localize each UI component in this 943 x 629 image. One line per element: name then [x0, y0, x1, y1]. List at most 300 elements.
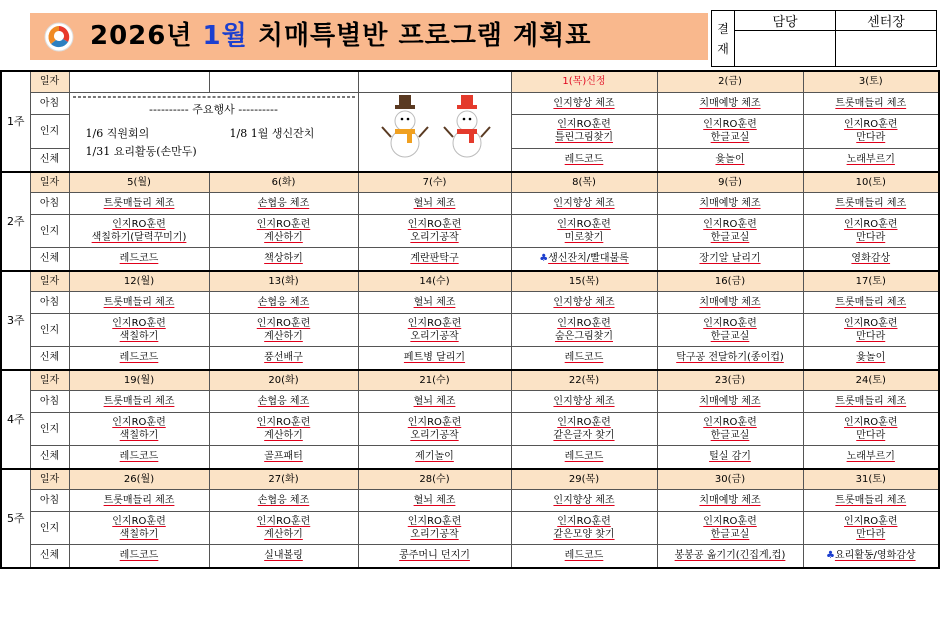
snowmen-illustration [358, 92, 511, 172]
date-cell [358, 71, 511, 92]
physical-cell-text: 장기알 날리기 [699, 253, 761, 265]
physical-cell [358, 248, 511, 271]
morning-cell-text: 손협응 체조 [257, 198, 310, 209]
week-label [1, 172, 30, 271]
physical-cell [803, 347, 939, 370]
date-cell [803, 469, 939, 490]
morning-row [1, 92, 939, 114]
approval-col-director: 센터장 [836, 11, 937, 31]
title-text: 치매특별반 프로그램 계획표 [257, 21, 592, 51]
cognitive-cog1-text: 인지RO훈련 [844, 318, 898, 329]
date-cell [358, 271, 511, 292]
date-cell-text: 20(화) [268, 374, 299, 386]
cognitive-cell [803, 413, 939, 446]
morning-cell-text: 트롯매들리 체조 [835, 297, 907, 308]
row-label-physical-text: 신체 [39, 550, 60, 562]
morning-cell [358, 391, 511, 413]
physical-cell [657, 248, 803, 271]
morning-cell-text: 치매예방 체조 [699, 97, 761, 109]
cognitive-cell [511, 413, 657, 446]
date-row [1, 172, 939, 193]
physical-cell-text: 페트병 달리기 [403, 352, 466, 364]
cognitive-cell [511, 314, 657, 347]
morning-cell [358, 292, 511, 314]
row-label-cognitive [30, 413, 69, 446]
row-label-date [30, 271, 69, 292]
morning-row [1, 391, 939, 413]
date-cell [69, 172, 209, 193]
physical-cell-text: 제기놀이 [415, 451, 454, 463]
physical-row [1, 446, 939, 469]
date-cell [803, 71, 939, 92]
date-row [1, 469, 939, 490]
morning-cell [657, 193, 803, 215]
row-label-physical [30, 446, 69, 469]
physical-cell-text: 계란판탁구 [410, 253, 459, 265]
week-label-text: 1주 [6, 114, 25, 128]
morning-cell [209, 391, 358, 413]
cognitive-cog2-text: 한글교실 [710, 331, 750, 342]
physical-row [1, 248, 939, 271]
cognitive-cog2-text: 색칠하기 [119, 529, 159, 540]
cognitive-cog1-text: 인지RO훈련 [557, 219, 611, 230]
date-cell [511, 172, 657, 193]
date-cell-text: 21(수) [419, 374, 450, 386]
cognitive-cell [803, 512, 939, 545]
cognitive-cell [209, 413, 358, 446]
physical-cell-text: 실내볼링 [264, 550, 303, 562]
physical-row [1, 545, 939, 568]
cognitive-cog1-text: 인지RO훈련 [256, 219, 311, 230]
physical-cell-text: 레드코드 [119, 550, 159, 562]
row-label-date-text: 일자 [39, 76, 60, 88]
cognitive-cog1-text: 인지RO훈련 [256, 318, 311, 329]
date-cell [657, 271, 803, 292]
club-icon: ♣ [539, 253, 549, 265]
approval-sign-staff[interactable] [735, 31, 836, 67]
morning-cell-text: 치매예방 체조 [699, 198, 761, 209]
cognitive-cog1-text: 인지RO훈련 [844, 516, 898, 527]
physical-cell [69, 347, 209, 370]
cognitive-cog1-text: 인지RO훈련 [407, 219, 462, 230]
date-row [1, 71, 939, 92]
cognitive-cog2-text: 계산하기 [264, 529, 303, 540]
row-label-date-text: 일자 [39, 374, 60, 386]
physical-cell [209, 545, 358, 568]
date-cell [209, 71, 358, 92]
date-cell [657, 370, 803, 391]
morning-cell-text: 트롯매들리 체조 [103, 396, 175, 407]
date-cell [209, 271, 358, 292]
cognitive-cog1-text: 인지RO훈련 [703, 318, 757, 329]
cognitive-cog2-text: 한글교실 [710, 232, 750, 243]
page-title [90, 13, 591, 60]
morning-cell-text: 인지향상 체조 [553, 297, 615, 308]
date-cell-text: 22(목) [568, 374, 600, 386]
row-label-date-text: 일자 [39, 275, 60, 287]
cognitive-cog1-text: 인지RO훈련 [112, 318, 166, 329]
cognitive-cog2-text: 만다라 [856, 430, 886, 441]
row-label-cognitive [30, 512, 69, 545]
morning-cell-text: 인지향상 체조 [553, 396, 615, 407]
morning-cell-text: 손협응 체조 [257, 297, 310, 308]
row-label-physical [30, 545, 69, 568]
morning-cell [657, 292, 803, 314]
date-cell-text: 1(목)신정 [562, 76, 606, 88]
physical-cell-text: 레드코드 [564, 352, 604, 364]
physical-cell [358, 545, 511, 568]
date-row [1, 370, 939, 391]
date-cell-text: 7(수) [422, 176, 447, 188]
row-label-physical [30, 347, 69, 370]
morning-cell-text: 혈뇌 체조 [413, 297, 456, 308]
row-label-physical-text: 신체 [39, 253, 60, 265]
morning-cell [803, 292, 939, 314]
morning-cell-text: 치매예방 체조 [699, 297, 761, 308]
morning-cell [803, 193, 939, 215]
cognitive-cell [69, 413, 209, 446]
date-cell [657, 172, 803, 193]
morning-cell [358, 490, 511, 512]
morning-cell [511, 193, 657, 215]
physical-cell [511, 545, 657, 568]
row-label-physical [30, 148, 69, 171]
physical-cell-text: 풍선배구 [264, 352, 303, 364]
morning-row [1, 292, 939, 314]
cognitive-cell [657, 215, 803, 248]
week-label-text: 4주 [6, 412, 25, 426]
center-logo-icon [44, 22, 74, 52]
date-cell [358, 172, 511, 193]
cognitive-cell [511, 215, 657, 248]
row-label-physical-text: 신체 [39, 154, 60, 166]
cognitive-cog1-text: 인지RO훈련 [844, 119, 898, 131]
date-cell [69, 71, 209, 92]
date-cell-text: 14(수) [419, 275, 450, 287]
physical-cell-text: 레드코드 [119, 451, 159, 463]
date-cell-text: 2(금) [718, 76, 742, 88]
row-label-physical [30, 248, 69, 271]
date-cell-text: 10(토) [855, 176, 886, 188]
date-cell-text: 3(토) [858, 76, 883, 88]
row-label-cognitive-text: 인지 [39, 423, 60, 435]
cognitive-cell [358, 215, 511, 248]
date-row [1, 271, 939, 292]
row-label-date [30, 71, 69, 92]
events-title: ---------- 주요행사 ---------- [149, 102, 278, 116]
cognitive-cog2-text: 한글교실 [710, 529, 750, 540]
date-cell-text: 5(월) [127, 176, 151, 188]
row-label-cognitive [30, 314, 69, 347]
cognitive-row [1, 215, 939, 248]
physical-cell [657, 347, 803, 370]
physical-cell [358, 446, 511, 469]
physical-cell [803, 446, 939, 469]
physical-cell-text: 책상하키 [264, 253, 303, 265]
physical-cell [657, 148, 803, 171]
cognitive-cog2-text: 만다라 [856, 132, 886, 144]
morning-cell [803, 391, 939, 413]
date-cell-text: 19(월) [123, 374, 155, 386]
physical-cell [511, 248, 657, 271]
row-label-morning-text: 아침 [39, 396, 60, 407]
cognitive-cog2-text: 색칠하기 [119, 430, 159, 441]
physical-cell [511, 446, 657, 469]
physical-cell [209, 248, 358, 271]
row-label-date [30, 370, 69, 391]
row-label-morning [30, 391, 69, 413]
morning-cell-text: 치매예방 체조 [699, 495, 761, 506]
row-label-morning [30, 92, 69, 114]
cognitive-cog1-text: 인지RO훈련 [112, 516, 166, 527]
cognitive-cog2-text: 오리기공작 [410, 232, 459, 243]
date-cell [511, 271, 657, 292]
cognitive-cog2-text: 같은글자 찾기 [553, 430, 615, 441]
cognitive-cog2-text: 한글교실 [710, 430, 750, 441]
morning-cell-text: 트롯매들리 체조 [835, 495, 907, 506]
morning-cell-text: 손협응 체조 [257, 396, 310, 407]
physical-cell [69, 545, 209, 568]
physical-cell [209, 347, 358, 370]
date-cell-text: 9(금) [718, 176, 742, 188]
cognitive-cog1-text: 인지RO훈련 [557, 516, 611, 527]
physical-cell [69, 446, 209, 469]
date-cell-text: 6(화) [271, 176, 296, 188]
row-label-morning [30, 490, 69, 512]
row-label-cognitive-text: 인지 [39, 522, 60, 534]
cognitive-cog1-text: 인지RO훈련 [112, 417, 166, 428]
morning-cell [69, 193, 209, 215]
approval-sign-director[interactable] [836, 31, 937, 67]
row-label-physical-text: 신체 [39, 451, 60, 463]
row-label-morning-text: 아침 [39, 97, 60, 109]
physical-cell-text: 영화감상 [851, 253, 891, 265]
cognitive-row [1, 512, 939, 545]
morning-cell-text: 트롯매들리 체조 [103, 495, 175, 506]
physical-cell [657, 446, 803, 469]
physical-cell-text: 노래부르기 [846, 451, 895, 463]
cognitive-cog1-text: 인지RO훈련 [703, 417, 757, 428]
physical-cell [803, 545, 939, 568]
week-label [1, 469, 30, 568]
cognitive-cell [657, 413, 803, 446]
cognitive-row [1, 314, 939, 347]
morning-cell [209, 193, 358, 215]
cognitive-cog1-text: 인지RO훈련 [703, 516, 757, 527]
snowman-icon [360, 93, 510, 167]
row-label-cognitive-text: 인지 [39, 125, 60, 137]
cognitive-cog2-text: 오리기공작 [410, 331, 459, 342]
event-item: 1/8 1월 생신잔치 [229, 126, 315, 140]
date-cell-text: 16(금) [714, 275, 746, 287]
physical-cell [657, 545, 803, 568]
row-label-cognitive-text: 인지 [39, 225, 60, 237]
cognitive-cell [209, 314, 358, 347]
physical-cell [69, 248, 209, 271]
week-label-text: 3주 [6, 313, 25, 327]
cognitive-cell [657, 512, 803, 545]
cognitive-cell [358, 413, 511, 446]
cognitive-cell [803, 114, 939, 148]
morning-cell [511, 490, 657, 512]
date-cell [209, 172, 358, 193]
cognitive-cog2-text: 만다라 [856, 331, 886, 342]
cognitive-cog1-text: 인지RO훈련 [844, 219, 898, 230]
date-cell-text: 31(토) [855, 473, 886, 485]
cognitive-cell [209, 512, 358, 545]
date-cell-text: 12(월) [123, 275, 155, 287]
week-label [1, 271, 30, 370]
cognitive-cell [69, 314, 209, 347]
physical-cell [803, 248, 939, 271]
date-cell-text: 13(화) [268, 275, 299, 287]
week-label-text: 2주 [6, 214, 25, 228]
date-cell [657, 71, 803, 92]
row-label-cognitive [30, 114, 69, 148]
cognitive-cog1-text: 인지RO훈련 [407, 318, 462, 329]
event-item: 1/31 요리활동(손만두) [85, 144, 197, 158]
week-label [1, 71, 30, 172]
cognitive-cog2-text: 계산하기 [264, 232, 303, 243]
date-cell [803, 172, 939, 193]
cognitive-cog1-text: 인지RO훈련 [844, 417, 898, 428]
physical-cell-text: 노래부르기 [846, 154, 895, 166]
morning-cell [69, 490, 209, 512]
date-cell [358, 370, 511, 391]
date-cell [209, 469, 358, 490]
physical-cell [209, 446, 358, 469]
cognitive-cog2-text: 계산하기 [264, 430, 303, 441]
row-label-date-text: 일자 [39, 473, 60, 485]
title-banner [30, 13, 708, 60]
morning-cell [209, 292, 358, 314]
cognitive-cog2-text: 틀린그림찾기 [555, 132, 613, 144]
cognitive-cog1-text: 인지RO훈련 [112, 219, 166, 230]
date-cell [803, 271, 939, 292]
date-cell-text: 17(토) [855, 275, 886, 287]
physical-cell-text: 레드코드 [119, 352, 159, 364]
date-cell [511, 370, 657, 391]
morning-cell [511, 391, 657, 413]
morning-cell-text: 혈뇌 체조 [413, 198, 456, 209]
cognitive-cog1-text: 인지RO훈련 [703, 119, 757, 131]
row-label-date [30, 172, 69, 193]
cognitive-cog2-text: 한글교실 [710, 132, 750, 144]
physical-cell-text: 레드코드 [564, 154, 604, 166]
cognitive-cog2-text: 만다라 [856, 232, 886, 243]
cognitive-cell [69, 215, 209, 248]
cognitive-row [1, 413, 939, 446]
approval-label: 결 재 [712, 11, 735, 67]
morning-row [1, 193, 939, 215]
date-cell [511, 469, 657, 490]
approval-col-staff: 담당 [735, 11, 836, 31]
date-cell-text: 27(화) [268, 473, 299, 485]
physical-cell-text: 콩주머니 던지기 [399, 550, 470, 562]
cognitive-cog2-text: 미로찾기 [564, 232, 604, 243]
cognitive-cog1-text: 인지RO훈련 [557, 417, 611, 428]
morning-cell [803, 490, 939, 512]
cognitive-cell [803, 314, 939, 347]
row-label-cognitive-text: 인지 [39, 324, 60, 336]
schedule-table [0, 70, 940, 569]
morning-cell-text: 트롯매들리 체조 [103, 198, 175, 209]
cognitive-cog1-text: 인지RO훈련 [703, 219, 757, 230]
cognitive-cell [358, 314, 511, 347]
cognitive-cog1-text: 인지RO훈련 [256, 417, 311, 428]
date-cell [358, 469, 511, 490]
morning-cell-text: 인지향상 체조 [553, 495, 615, 506]
club-icon: ♣ [825, 550, 835, 562]
date-cell [69, 469, 209, 490]
title-month: 1월 [202, 21, 248, 51]
morning-cell-text: 트롯매들리 체조 [835, 396, 907, 407]
morning-cell-text: 혈뇌 체조 [413, 396, 456, 407]
physical-cell [511, 148, 657, 171]
events-panel [69, 92, 358, 172]
physical-cell-text: 생신잔치/빨대불록 [548, 253, 629, 265]
cognitive-cell [657, 314, 803, 347]
physical-cell-text: 요리활동/영화감상 [834, 550, 916, 562]
date-cell-text: 8(목) [572, 176, 596, 188]
physical-cell-text: 골프패터 [264, 451, 303, 463]
morning-cell [511, 92, 657, 114]
date-cell [209, 370, 358, 391]
cognitive-cog2-text: 같은모양 찾기 [553, 529, 615, 540]
week-label [1, 370, 30, 469]
cognitive-cog2-text: 색칠하기 [119, 331, 159, 342]
cognitive-cell [657, 114, 803, 148]
cognitive-cog2-text: 계산하기 [264, 331, 303, 342]
date-cell [511, 71, 657, 92]
morning-cell-text: 트롯매들리 체조 [835, 97, 907, 109]
morning-cell-text: 인지향상 체조 [553, 97, 615, 109]
cognitive-cog2-text: 오리기공작 [410, 430, 459, 441]
morning-cell [358, 193, 511, 215]
row-label-morning [30, 193, 69, 215]
physical-cell [358, 347, 511, 370]
morning-cell [657, 490, 803, 512]
physical-cell-text: 윷놀이 [856, 352, 886, 364]
week-label-text: 5주 [6, 511, 25, 525]
cognitive-cog2-text: 오리기공작 [410, 529, 459, 540]
morning-cell-text: 트롯매들리 체조 [835, 198, 907, 209]
cognitive-cog2-text: 숨은그림찾기 [555, 331, 613, 342]
cognitive-cell [511, 512, 657, 545]
physical-cell-text: 레드코드 [564, 451, 604, 463]
cognitive-cog1-text: 인지RO훈련 [407, 516, 462, 527]
cognitive-cog2-text: 만다라 [856, 529, 886, 540]
physical-cell [803, 148, 939, 171]
cognitive-cog1-text: 인지RO훈련 [557, 119, 611, 131]
cognitive-cell [69, 512, 209, 545]
physical-row [1, 347, 939, 370]
physical-cell [511, 347, 657, 370]
morning-cell [803, 92, 939, 114]
physical-cell-text: 레드코드 [564, 550, 604, 562]
event-item: 1/6 직원회의 [85, 126, 150, 140]
row-label-cognitive [30, 215, 69, 248]
physical-cell-text: 레드코드 [119, 253, 159, 265]
date-cell-text: 23(금) [714, 374, 746, 386]
approval-box [711, 10, 937, 67]
date-cell-text: 28(수) [419, 473, 450, 485]
date-cell-text: 30(금) [714, 473, 746, 485]
date-cell [69, 370, 209, 391]
physical-cell-text: 윷놀이 [715, 154, 745, 166]
morning-cell [657, 92, 803, 114]
date-cell [69, 271, 209, 292]
